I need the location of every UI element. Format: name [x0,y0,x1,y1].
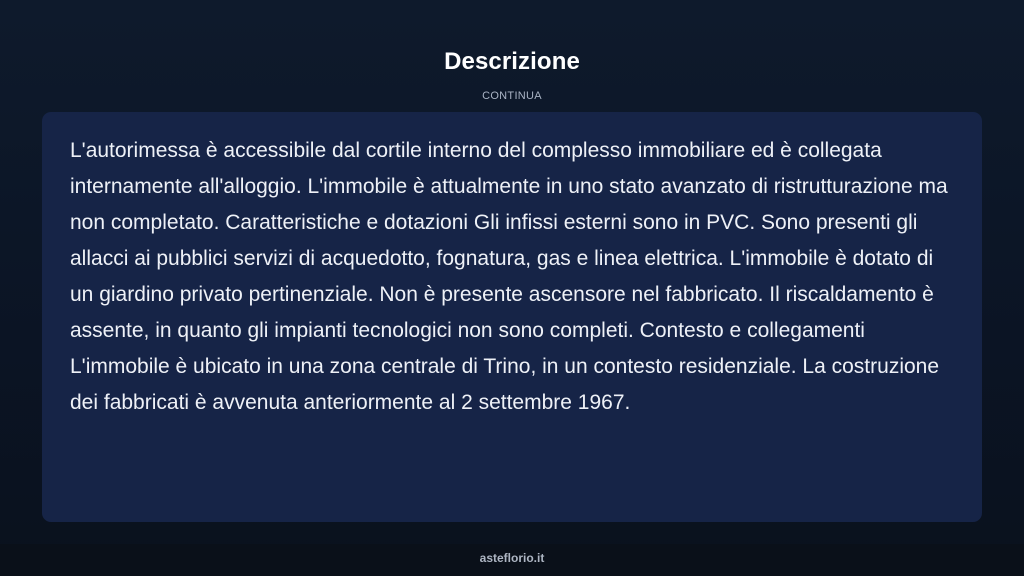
continue-link[interactable]: CONTINUA [482,90,542,102]
page-title: Descrizione [444,48,580,75]
description-text: L'autorimessa è accessibile dal cortile interno del complesso immobiliare ed è collegata internamente all'alloggio. L'immobile è attualmente in uno stato avanzato di ristrutturazione ma non completato. Caratteristiche e dotazioni Gli infissi esterni sono in PVC. Sono presenti gli allacci ai pubblici servizi di acquedotto, fognatura, gas e linea elettrica. L'immobile è dotato di un giardino privato pertinenziale. Non è presente ascensore nel fabbricato. Il riscaldamento è assente, in quanto gli impianti tecnologici non sono completi. Contesto e collegamenti L'immobile è ubicato in una zona centrale di Trino, in un contesto residenziale. La costruzione dei fabbricati è avvenuta anteriormente al 2 settembre 1967. [70,139,948,414]
description-card [42,112,982,522]
footer-brand: asteflorio.it [0,544,1024,576]
